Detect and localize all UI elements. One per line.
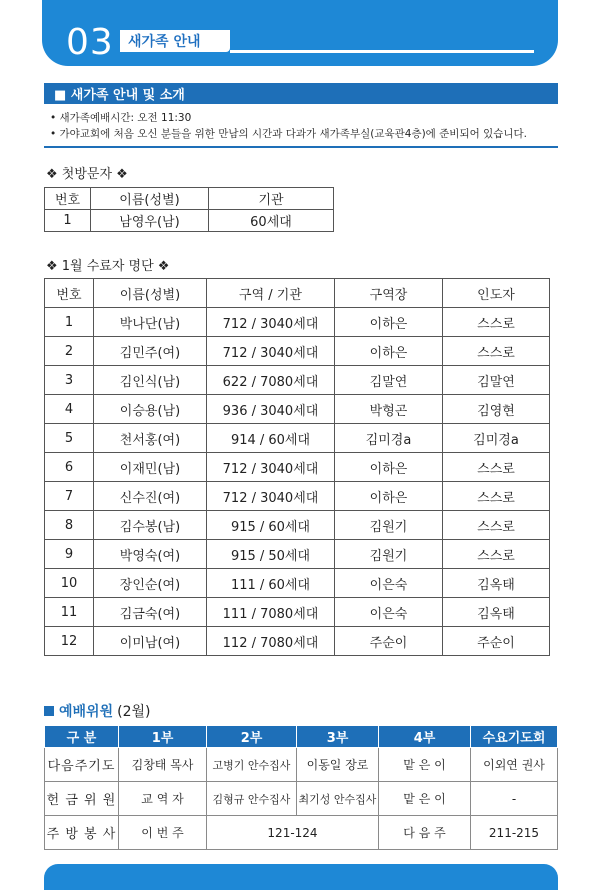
col-header: 인도자 xyxy=(443,279,550,308)
col-header: 이름(성별) xyxy=(94,279,207,308)
cell: 주순이 xyxy=(335,627,443,656)
col-header: 기관 xyxy=(209,188,334,210)
cell: 712 / 3040세대 xyxy=(207,308,335,337)
table-header-row xyxy=(45,279,550,308)
cell: 이미남(여) xyxy=(94,627,207,656)
cell: 이하은 xyxy=(335,453,443,482)
cell: 6 xyxy=(45,453,94,482)
cell: 이하은 xyxy=(335,337,443,366)
cell: 이동일 장로 xyxy=(297,748,379,782)
footer-tab xyxy=(44,864,558,890)
cell: 김원기 xyxy=(335,540,443,569)
cell: 김영현 xyxy=(443,395,550,424)
table-row xyxy=(45,453,550,482)
cell: 박나단(남) xyxy=(94,308,207,337)
cell: 915 / 50세대 xyxy=(207,540,335,569)
cell: 712 / 3040세대 xyxy=(207,337,335,366)
cell: 김형규 안수집사 xyxy=(207,782,297,816)
row-label: 다음주기도 xyxy=(45,748,119,782)
first-visitors-title: ❖ 첫방문자 ❖ xyxy=(46,167,128,182)
cell: 이재민(남) xyxy=(94,453,207,482)
cell: 이 번 주 xyxy=(119,816,207,850)
cell: 11 xyxy=(45,598,94,627)
cell: 이하은 xyxy=(335,308,443,337)
cell: 박영숙(여) xyxy=(94,540,207,569)
worship-subtitle: (2월) xyxy=(117,704,151,720)
table-row xyxy=(45,782,558,816)
intro-line-welcome: • 가야교회에 처음 오신 분들을 위한 만남의 시간과 다과가 새가족부실(교육관4층)에 준비되어 있습니다. xyxy=(50,128,527,140)
cell: 김미경a xyxy=(443,424,550,453)
section-number: 03 xyxy=(66,22,114,63)
cell: 1 xyxy=(45,210,91,232)
cell: 5 xyxy=(45,424,94,453)
table-row xyxy=(45,816,558,850)
cell: 교 역 자 xyxy=(119,782,207,816)
cell: 60세대 xyxy=(209,210,334,232)
col-header: 3부 xyxy=(297,726,379,748)
col-header: 번호 xyxy=(45,188,91,210)
cell: 맡 은 이 xyxy=(379,782,471,816)
cell: 7 xyxy=(45,482,94,511)
cell: 712 / 3040세대 xyxy=(207,453,335,482)
cell: 1 xyxy=(45,308,94,337)
cell: 8 xyxy=(45,511,94,540)
table-row xyxy=(45,395,550,424)
cell: 천서홍(여) xyxy=(94,424,207,453)
section-title: 새가족 안내 xyxy=(120,30,230,52)
cell: 스스로 xyxy=(443,540,550,569)
cell: 111 / 60세대 xyxy=(207,569,335,598)
cell: 121-124 xyxy=(207,816,379,850)
col-header: 1부 xyxy=(119,726,207,748)
cell: 스스로 xyxy=(443,511,550,540)
intro-box xyxy=(44,104,558,148)
cell: 스스로 xyxy=(443,337,550,366)
header-rule xyxy=(230,50,534,53)
cell: 이은숙 xyxy=(335,569,443,598)
cell: 김말연 xyxy=(335,366,443,395)
table-row xyxy=(45,308,550,337)
col-header: 수요기도회 xyxy=(471,726,558,748)
graduates-table xyxy=(44,278,550,656)
table-row xyxy=(45,748,558,782)
cell: - xyxy=(471,782,558,816)
cell: 남영우(남) xyxy=(91,210,209,232)
cell: 622 / 7080세대 xyxy=(207,366,335,395)
cell: 111 / 7080세대 xyxy=(207,598,335,627)
cell: 김옥태 xyxy=(443,569,550,598)
table-row xyxy=(45,424,550,453)
cell: 김미경a xyxy=(335,424,443,453)
cell: 이외연 권사 xyxy=(471,748,558,782)
cell: 주순이 xyxy=(443,627,550,656)
cell: 9 xyxy=(45,540,94,569)
table-row xyxy=(45,569,550,598)
cell: 이은숙 xyxy=(335,598,443,627)
cell: 914 / 60세대 xyxy=(207,424,335,453)
first-visitors-table xyxy=(44,187,334,232)
cell: 2 xyxy=(45,337,94,366)
cell: 박형곤 xyxy=(335,395,443,424)
cell: 이하은 xyxy=(335,482,443,511)
cell: 112 / 7080세대 xyxy=(207,627,335,656)
worship-table xyxy=(44,725,558,850)
table-row xyxy=(45,540,550,569)
cell: 최기성 안수집사 xyxy=(297,782,379,816)
cell: 김금숙(여) xyxy=(94,598,207,627)
cell: 김옥태 xyxy=(443,598,550,627)
cell: 스스로 xyxy=(443,453,550,482)
cell: 스스로 xyxy=(443,482,550,511)
cell: 맡 은 이 xyxy=(379,748,471,782)
intro-line-time: • 새가족예배시간: 오전 11:30 xyxy=(50,112,192,124)
row-label: 주 방 봉 사 xyxy=(45,816,119,850)
cell: 김창태 목사 xyxy=(119,748,207,782)
table-row xyxy=(45,366,550,395)
worship-title: 예배위원 xyxy=(59,704,114,720)
col-header: 번호 xyxy=(45,279,94,308)
row-label: 헌 금 위 원 xyxy=(45,782,119,816)
table-row xyxy=(45,482,550,511)
cell: 이승용(남) xyxy=(94,395,207,424)
cell: 3 xyxy=(45,366,94,395)
square-bullet-icon xyxy=(44,706,54,716)
cell: 스스로 xyxy=(443,308,550,337)
cell: 장인순(여) xyxy=(94,569,207,598)
cell: 4 xyxy=(45,395,94,424)
table-header-row xyxy=(45,188,334,210)
cell: 김수봉(남) xyxy=(94,511,207,540)
cell: 211-215 xyxy=(471,816,558,850)
cell: 김인식(남) xyxy=(94,366,207,395)
cell: 김말연 xyxy=(443,366,550,395)
col-header: 구역 / 기관 xyxy=(207,279,335,308)
cell: 712 / 3040세대 xyxy=(207,482,335,511)
col-header: 4부 xyxy=(379,726,471,748)
worship-section-title xyxy=(44,701,150,721)
cell: 김원기 xyxy=(335,511,443,540)
table-row xyxy=(45,598,550,627)
table-row xyxy=(45,337,550,366)
cell: 936 / 3040세대 xyxy=(207,395,335,424)
col-header: 구역장 xyxy=(335,279,443,308)
cell: 신수진(여) xyxy=(94,482,207,511)
cell: 10 xyxy=(45,569,94,598)
table-row xyxy=(45,210,334,232)
table-row xyxy=(45,627,550,656)
cell: 고병기 안수집사 xyxy=(207,748,297,782)
cell: 12 xyxy=(45,627,94,656)
table-header-row xyxy=(45,726,558,748)
graduates-title: ❖ 1월 수료자 명단 ❖ xyxy=(46,259,170,274)
col-header: 2부 xyxy=(207,726,297,748)
cell: 다 음 주 xyxy=(379,816,471,850)
col-header: 이름(성별) xyxy=(91,188,209,210)
col-header: 구 분 xyxy=(45,726,119,748)
table-row xyxy=(45,511,550,540)
intro-section-title: ■ 새가족 안내 및 소개 xyxy=(44,83,558,104)
cell: 김민주(여) xyxy=(94,337,207,366)
cell: 915 / 60세대 xyxy=(207,511,335,540)
